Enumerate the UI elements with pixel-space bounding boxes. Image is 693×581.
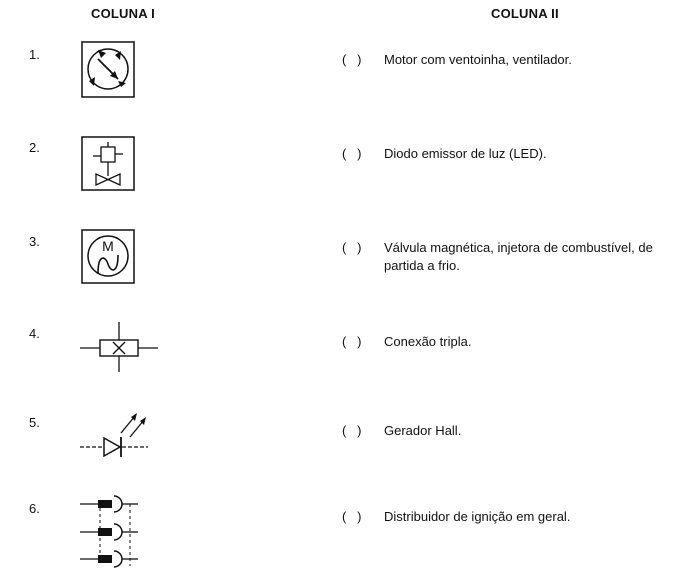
column-2-header: COLUNA II	[491, 6, 559, 21]
row-3-number: 3.	[29, 234, 40, 249]
row-5-answer-blank[interactable]: ( )	[342, 423, 362, 438]
row-2-answer-blank[interactable]: ( )	[342, 146, 362, 161]
svg-text:M: M	[102, 238, 114, 254]
led-diode-icon	[80, 410, 152, 460]
triple-connection-icon	[80, 494, 142, 570]
row-6-answer-blank[interactable]: ( )	[342, 509, 362, 524]
row-5-number: 5.	[29, 415, 40, 430]
row-3-description: Válvula magnética, injetora de combustível, de partida a frio.	[384, 240, 653, 273]
row-1-number: 1.	[29, 47, 40, 62]
fan-motor-icon	[81, 41, 137, 99]
row-4-number: 4.	[29, 326, 40, 341]
column-1-header: COLUNA I	[91, 6, 155, 21]
row-4-answer-blank[interactable]: ( )	[342, 334, 362, 349]
row-2-number: 2.	[29, 140, 40, 155]
hall-generator-icon	[80, 322, 160, 374]
row-6-number: 6.	[29, 501, 40, 516]
row-4-description: Conexão tripla.	[384, 334, 472, 349]
row-1-description: Motor com ventoinha, ventilador.	[384, 52, 572, 67]
row-6-description: Distribuidor de ignição em geral.	[384, 509, 571, 524]
row-5-description: Gerador Hall.	[384, 423, 462, 438]
row-1-answer-blank[interactable]: ( )	[342, 52, 362, 67]
row-2-description: Diodo emissor de luz (LED).	[384, 146, 547, 161]
magnetic-valve-icon	[81, 136, 137, 194]
generator-motor-icon	[81, 229, 137, 287]
row-3-answer-blank[interactable]: ( )	[342, 240, 362, 255]
